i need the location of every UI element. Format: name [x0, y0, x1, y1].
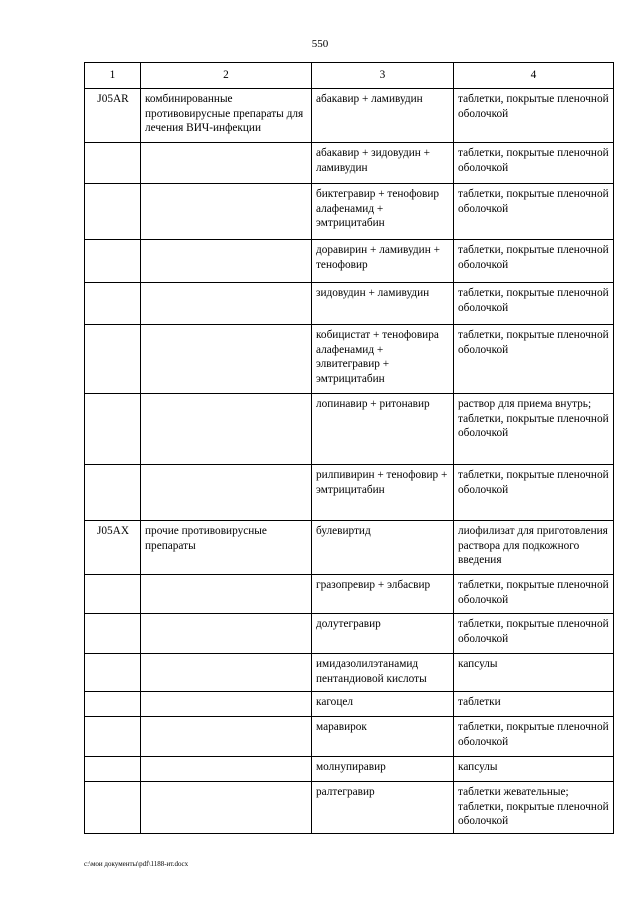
table-row: [85, 283, 614, 325]
atc-code-cell: [85, 654, 141, 692]
drug-cell: рилпивирин + тенофовир + эмтрицитабин: [312, 465, 454, 521]
table-row: [85, 717, 614, 757]
form-cell: капсулы: [454, 654, 614, 692]
column-header-1: 1: [85, 63, 141, 89]
table-row: [85, 465, 614, 521]
group-cell: [141, 184, 312, 240]
group-cell: [141, 782, 312, 834]
atc-code-cell: [85, 782, 141, 834]
table-row: [85, 692, 614, 717]
table-row: [85, 143, 614, 184]
group-cell: комбинированные противовирусные препараты для лечения ВИЧ-инфекции: [141, 89, 312, 143]
drug-table: [84, 62, 614, 834]
group-cell: [141, 575, 312, 614]
atc-code-cell: [85, 325, 141, 394]
form-cell: таблетки, покрытые пленочной оболочкой: [454, 143, 614, 184]
drug-cell: биктегравир + тенофовир алафенамид + эмтрицитабин: [312, 184, 454, 240]
drug-cell: молнупиравир: [312, 757, 454, 782]
form-cell: таблетки, покрытые пленочной оболочкой: [454, 717, 614, 757]
atc-code-cell: [85, 143, 141, 184]
table-row: [85, 654, 614, 692]
column-header-2: 2: [141, 63, 312, 89]
atc-code-cell: J05AX: [85, 521, 141, 575]
atc-code-cell: [85, 717, 141, 757]
group-cell: [141, 143, 312, 184]
table-row: [85, 325, 614, 394]
atc-code-cell: [85, 240, 141, 283]
column-header-3: 3: [312, 63, 454, 89]
drug-cell: имидазолилэтанамид пентандиовой кислоты: [312, 654, 454, 692]
drug-cell: маравирок: [312, 717, 454, 757]
page-number: 550: [311, 38, 329, 50]
drug-cell: лопинавир + ритонавир: [312, 394, 454, 465]
form-cell: раствор для приема внутрь; таблетки, покрытые пленочной оболочкой: [454, 394, 614, 465]
drug-cell: гразопревир + элбасвир: [312, 575, 454, 614]
drug-cell: булевиртид: [312, 521, 454, 575]
drug-cell: зидовудин + ламивудин: [312, 283, 454, 325]
table-row: [85, 394, 614, 465]
atc-code-cell: J05AR: [85, 89, 141, 143]
atc-code-cell: [85, 283, 141, 325]
group-cell: [141, 283, 312, 325]
file-path-footer: c:\мои документы\pdf\1188-ит.docx: [84, 860, 189, 868]
group-cell: [141, 394, 312, 465]
table-header-row: [85, 63, 614, 89]
form-cell: капсулы: [454, 757, 614, 782]
form-cell: лиофилизат для приготовления раствора для подкожного введения: [454, 521, 614, 575]
form-cell: таблетки, покрытые пленочной оболочкой: [454, 575, 614, 614]
form-cell: таблетки жевательные; таблетки, покрытые пленочной оболочкой: [454, 782, 614, 834]
drug-cell: ралтегравир: [312, 782, 454, 834]
atc-code-cell: [85, 394, 141, 465]
drug-cell: кагоцел: [312, 692, 454, 717]
drug-cell: абакавир + ламивудин: [312, 89, 454, 143]
group-cell: [141, 240, 312, 283]
atc-code-cell: [85, 757, 141, 782]
table-row: [85, 184, 614, 240]
group-cell: прочие противовирусные препараты: [141, 521, 312, 575]
table-row: [85, 89, 614, 143]
form-cell: таблетки, покрытые пленочной оболочкой: [454, 465, 614, 521]
atc-code-cell: [85, 575, 141, 614]
group-cell: [141, 757, 312, 782]
form-cell: таблетки, покрытые пленочной оболочкой: [454, 89, 614, 143]
form-cell: таблетки, покрытые пленочной оболочкой: [454, 184, 614, 240]
form-cell: таблетки, покрытые пленочной оболочкой: [454, 283, 614, 325]
form-cell: таблетки, покрытые пленочной оболочкой: [454, 325, 614, 394]
form-cell: таблетки: [454, 692, 614, 717]
table-row: [85, 782, 614, 834]
atc-code-cell: [85, 614, 141, 654]
table-row: [85, 240, 614, 283]
table-row: [85, 614, 614, 654]
group-cell: [141, 465, 312, 521]
group-cell: [141, 325, 312, 394]
table-row: [85, 575, 614, 614]
table-row: [85, 521, 614, 575]
drug-cell: доравирин + ламивудин + тенофовир: [312, 240, 454, 283]
atc-code-cell: [85, 465, 141, 521]
group-cell: [141, 692, 312, 717]
group-cell: [141, 717, 312, 757]
drug-cell: кобицистат + тенофовира алафенамид + элвитегравир + эмтрицитабин: [312, 325, 454, 394]
form-cell: таблетки, покрытые пленочной оболочкой: [454, 240, 614, 283]
group-cell: [141, 614, 312, 654]
atc-code-cell: [85, 184, 141, 240]
table-row: [85, 757, 614, 782]
column-header-4: 4: [454, 63, 614, 89]
drug-cell: абакавир + зидовудин + ламивудин: [312, 143, 454, 184]
drug-cell: долутегравир: [312, 614, 454, 654]
atc-code-cell: [85, 692, 141, 717]
group-cell: [141, 654, 312, 692]
form-cell: таблетки, покрытые пленочной оболочкой: [454, 614, 614, 654]
